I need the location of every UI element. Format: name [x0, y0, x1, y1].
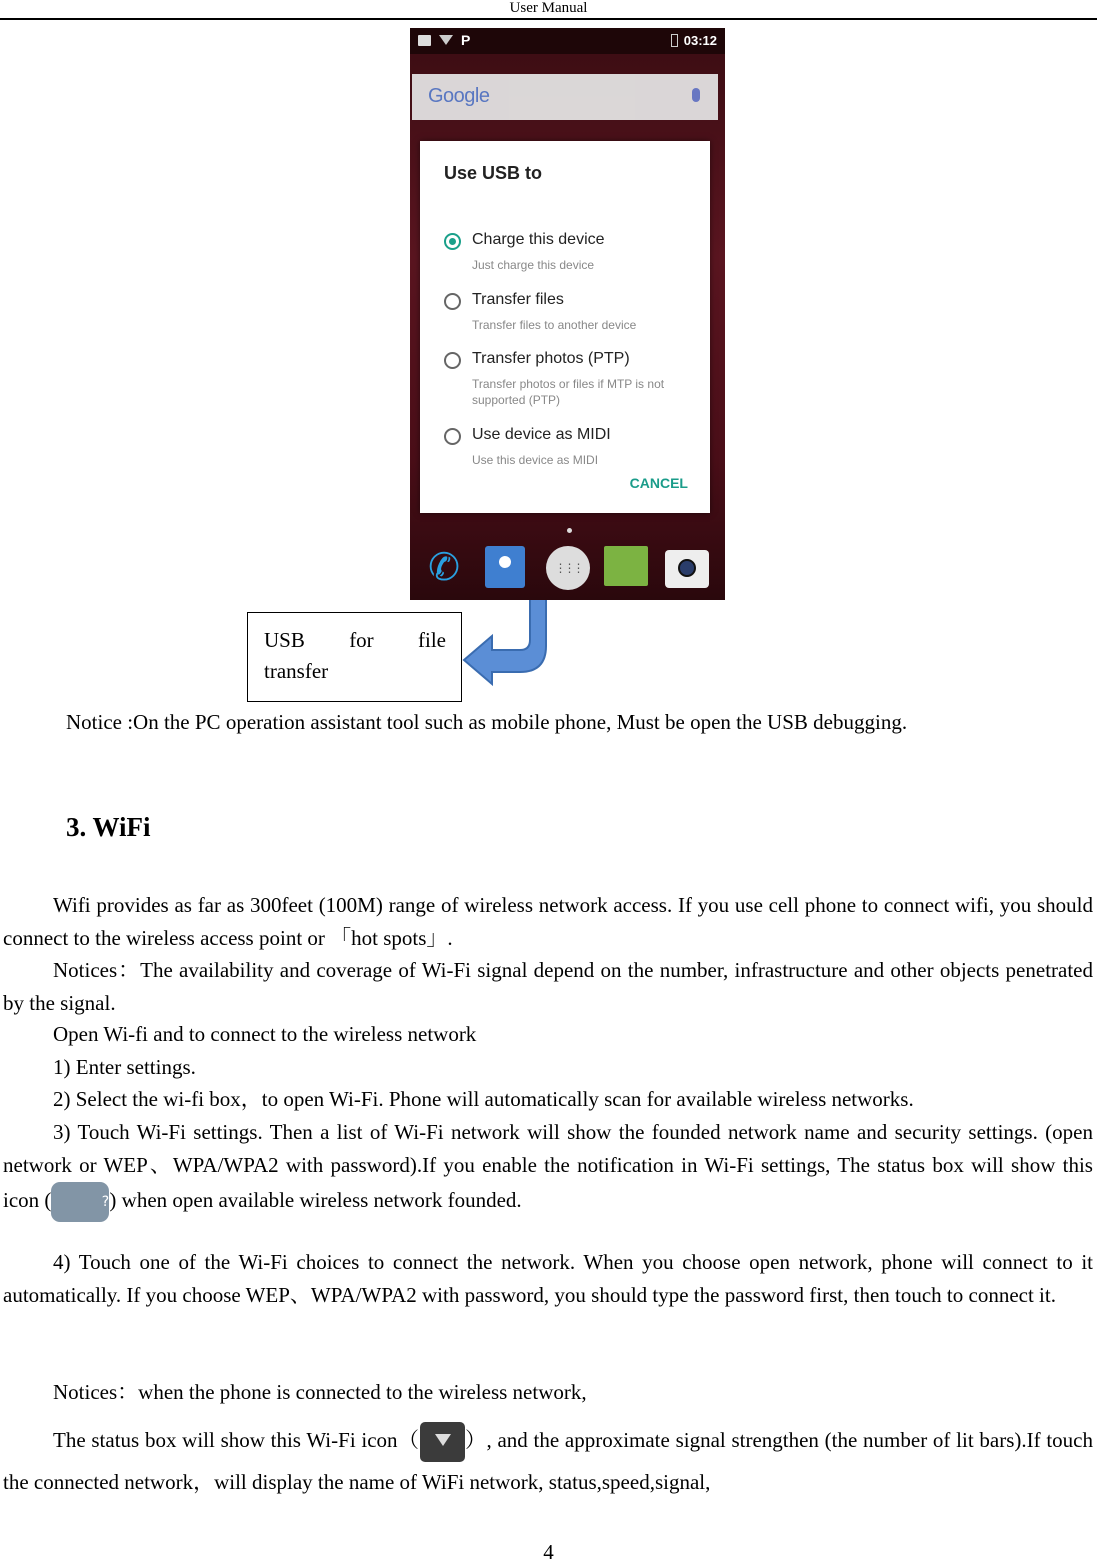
use-usb-dialog — [420, 141, 710, 513]
option-label: Transfer photos (PTP) — [472, 350, 630, 367]
usb-debugging-notice: Notice :On the PC operation assistant tool such as mobile phone, Must be open the USB debugging. — [66, 710, 908, 734]
parking-notification-icon: P — [461, 32, 471, 48]
wifi-connected-icon — [420, 1422, 465, 1462]
page-indicator-dot — [567, 528, 572, 533]
section-heading: 3. WiFi — [66, 812, 151, 842]
status-bar — [410, 28, 725, 54]
page-number: 4 — [543, 1540, 554, 1564]
paragraph: 1) Enter settings. — [53, 1055, 196, 1079]
option-description: Just charge this device — [472, 258, 595, 272]
option-description: Transfer files to another device — [472, 318, 637, 332]
paragraph: 4) Touch one of the Wi-Fi choices to connect the network. When you choose open network, phone will connect to it automatically. If you choose WEP、WPA/WPA2 with password, you should type the password first, then touch to connect it. — [3, 1250, 1093, 1307]
google-search-bar[interactable] — [412, 74, 718, 120]
wifi-unknown-network-icon — [51, 1182, 109, 1222]
paragraph — [3, 1420, 1093, 1502]
callout-line-1: USB for file — [264, 628, 446, 652]
paragraph — [3, 1116, 1093, 1222]
phone-screenshot — [410, 28, 725, 600]
option-description: Use this device as MIDI — [472, 453, 599, 467]
phone-icon[interactable]: ✆ — [428, 547, 460, 589]
dialog-title: Use USB to — [444, 163, 543, 183]
page-header: User Manual — [0, 0, 1097, 20]
camera-icon[interactable] — [665, 550, 709, 588]
battery-icon — [671, 34, 678, 47]
paragraph-text: ）, and the approximate signal strengthen (the number of lit bars).If touch the connected network，will display the name of WiFi network, status,speed,signal, — [3, 1428, 1093, 1495]
callout-line-2: transfer — [264, 659, 329, 683]
paragraph: Notices：when the phone is connected to the wireless network, — [53, 1380, 587, 1404]
paragraph: 2) Select the wi-fi box，to open Wi-Fi. Phone will automatically scan for available wireless networks. — [53, 1087, 914, 1111]
option-description: Transfer photos or files if MTP is not supported (PTP) — [472, 377, 665, 407]
paragraph: Wifi provides as far as 300feet (100M) range of wireless network access. If you use cell phone to connect wifi, you should connect to the wireless access point or 「hot spots」. — [3, 893, 1093, 950]
wifi-icon — [439, 35, 453, 45]
curved-arrow-icon — [462, 600, 552, 690]
paragraph-text: 3) Touch Wi-Fi settings. Then a list of Wi-Fi network will show the founded network name and security settings. (open network or WEP、WPA/WPA2 with password).If you enable the notification in Wi-Fi settings, The status box will show this icon ( — [3, 1120, 1093, 1212]
paragraph-text: ) when open available wireless network founded. — [109, 1187, 522, 1212]
status-time: 03:12 — [683, 33, 717, 48]
paragraph: Notices：The availability and coverage of Wi-Fi signal depend on the number, infrastructure and other objects penetrated by the signal. — [3, 958, 1093, 1015]
radio-selected-icon[interactable] — [444, 233, 461, 250]
option-label: Charge this device — [472, 231, 605, 248]
radio-unselected-icon[interactable] — [444, 428, 461, 445]
messaging-icon[interactable] — [604, 546, 648, 586]
radio-unselected-icon[interactable] — [444, 352, 461, 369]
contacts-icon[interactable] — [485, 546, 525, 588]
cancel-button[interactable]: CANCEL — [629, 475, 688, 491]
image-notification-icon — [418, 35, 431, 46]
app-dock — [410, 538, 725, 600]
option-label: Transfer files — [472, 291, 564, 308]
app-drawer-icon[interactable] — [546, 546, 590, 590]
mic-icon[interactable] — [692, 88, 700, 102]
paragraph: Open Wi-fi and to connect to the wireless network — [53, 1022, 477, 1046]
paragraph-text: The status box will show this Wi-Fi icon（ — [53, 1428, 420, 1452]
google-logo: Google — [428, 85, 490, 107]
usb-callout-box — [247, 612, 462, 702]
radio-unselected-icon[interactable] — [444, 293, 461, 310]
option-label: Use device as MIDI — [472, 426, 611, 443]
